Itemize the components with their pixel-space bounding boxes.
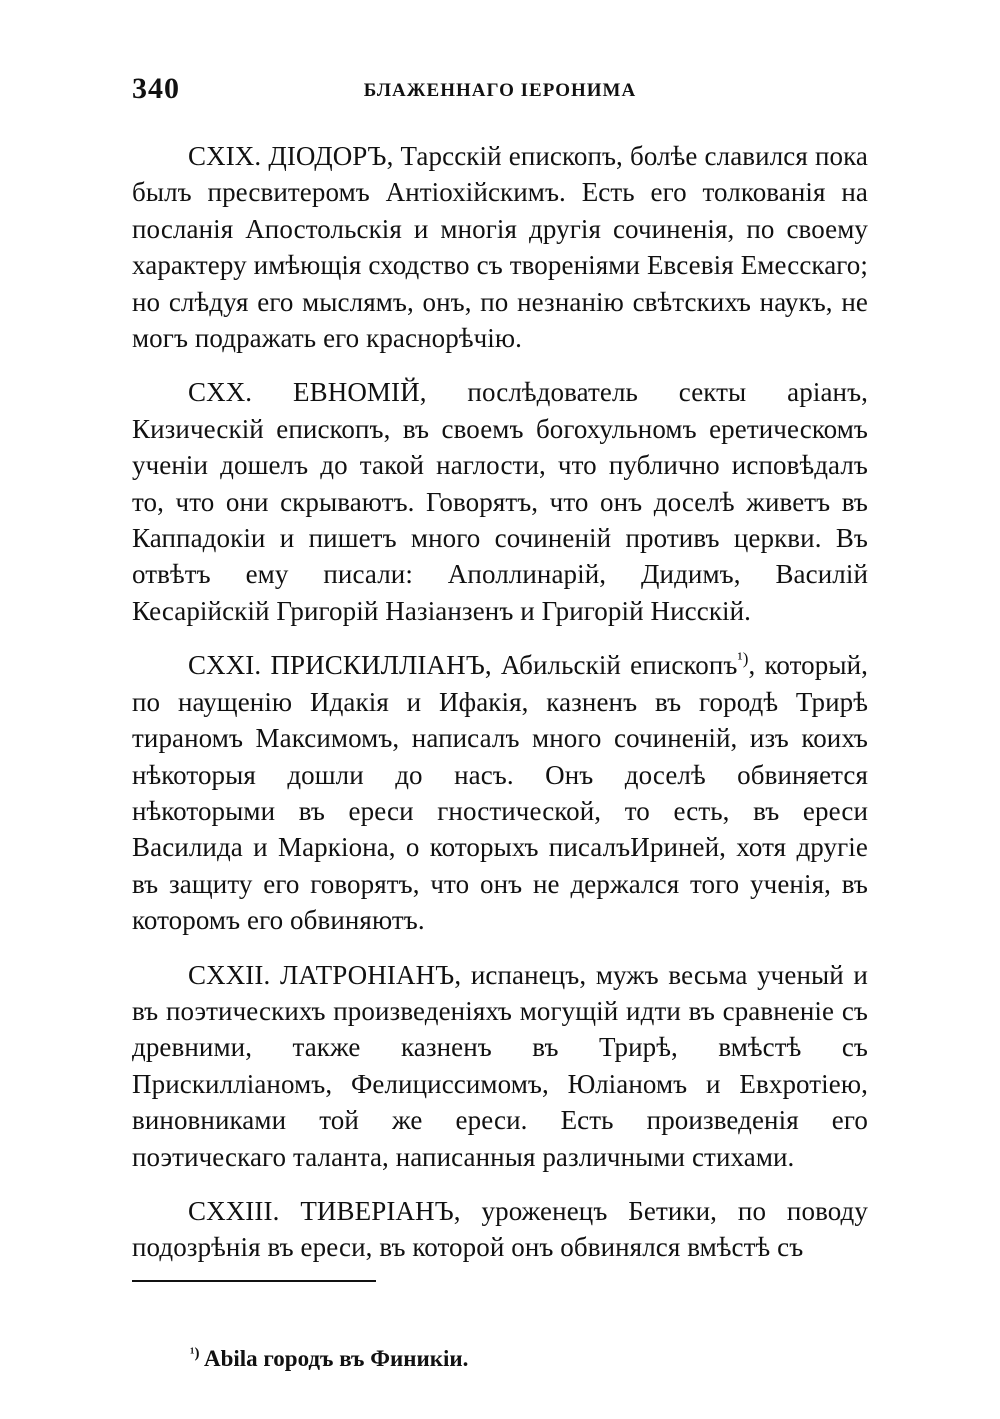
entry-123 [132, 1193, 868, 1266]
entry-name: ЛАТРОНІАНЪ, [280, 959, 462, 990]
entry-119 [132, 138, 868, 356]
page-body [132, 138, 868, 1266]
footnote [190, 1346, 870, 1372]
entry-name: ДІОДОРЪ, [268, 141, 394, 171]
entry-name: ЕВНОМІЙ, [293, 377, 427, 408]
entry-text-lead: Абильскій епископъ [500, 650, 738, 681]
entry-text: послѣдователь секты аріанъ, Кизическій епископъ, въ своемъ богохульномъ еретическомъ ученіи дошелъ до такой наглости, что публично исповѣдалъ то, что они скрываютъ. Говорятъ, что онъ доселѣ живетъ въ Каппадокіи и пишетъ много сочиненій противъ церкви. Въ отвѣтъ ему писали: Аполлинарій, Дидимъ, Василій Кесарійскій Григорій Назіанзенъ и Григорій Нисскій. [132, 377, 868, 626]
entry-number: CXX. [188, 377, 253, 408]
entry-text: , который, по наущенію Идакія и Ифакія, казненъ въ городѣ Трирѣ тираномъ Максимомъ, написалъ много сочиненій, изъ коихъ нѣкоторыя дошли до насъ. Онъ доселѣ обвиняется нѣкоторыми въ ереси гностической, то есть, въ ереси Василида и Маркіона, о которыхъ писалъИриней, хотя другіе въ защиту его говорятъ, что онъ не держался того ученія, въ которомъ его обвиняютъ. [132, 650, 868, 936]
entry-text: уроженецъ Бетики, по поводу подозрѣнія въ ереси, въ которой онъ обвинялся вмѣстѣ съ [132, 1195, 868, 1263]
footnote-reference[interactable]: ¹) [737, 649, 749, 669]
entry-text: испанецъ, мужъ весьма ученый и въ поэтическихъ произведеніяхъ могущій идти въ сравненіе съ древними, также казненъ въ Трирѣ, вмѣстѣ съ Прискилліаномъ, Фелициссимомъ, Юліаномъ и Евхротіею, виновниками той же ереси. Есть произведенія его поэтическаго таланта, написанныя различными стихами. [132, 959, 868, 1172]
entry-number: CXXI. [188, 650, 262, 681]
entry-number: CXIX. [188, 141, 262, 171]
page-header [132, 72, 868, 112]
entry-122 [132, 957, 868, 1175]
footnote-text: Abila городъ въ Финикіи. [203, 1346, 469, 1371]
entry-121 [132, 647, 868, 938]
entry-text: Тарсскій епископъ, болѣе славился пока былъ пресвитеромъ Антіохійскимъ. Есть его толкованія на посланія Апостольскія и многія другія сочиненія, по своему характеру имѣющія сходство съ твореніями Евсевія Емесскаго; но слѣдуя его мыслямъ, онъ, по незнанію свѣтскихъ наукъ, не могъ подражать его краснорѣчію. [132, 141, 868, 354]
entry-number: CXXIII. [188, 1195, 280, 1226]
footnote-mark: ¹) [190, 1345, 200, 1362]
entry-120 [132, 374, 868, 629]
entry-name: ТИВЕРІАНЪ, [300, 1195, 461, 1226]
running-title: БЛАЖЕННАГО ІЕРОНИМА [363, 80, 637, 101]
page-number: 340 [132, 72, 180, 105]
entry-name: ПРИСКИЛЛІАНЪ, [270, 650, 492, 681]
footnote-divider [132, 1280, 376, 1282]
entry-number: CXXII. [188, 959, 271, 990]
